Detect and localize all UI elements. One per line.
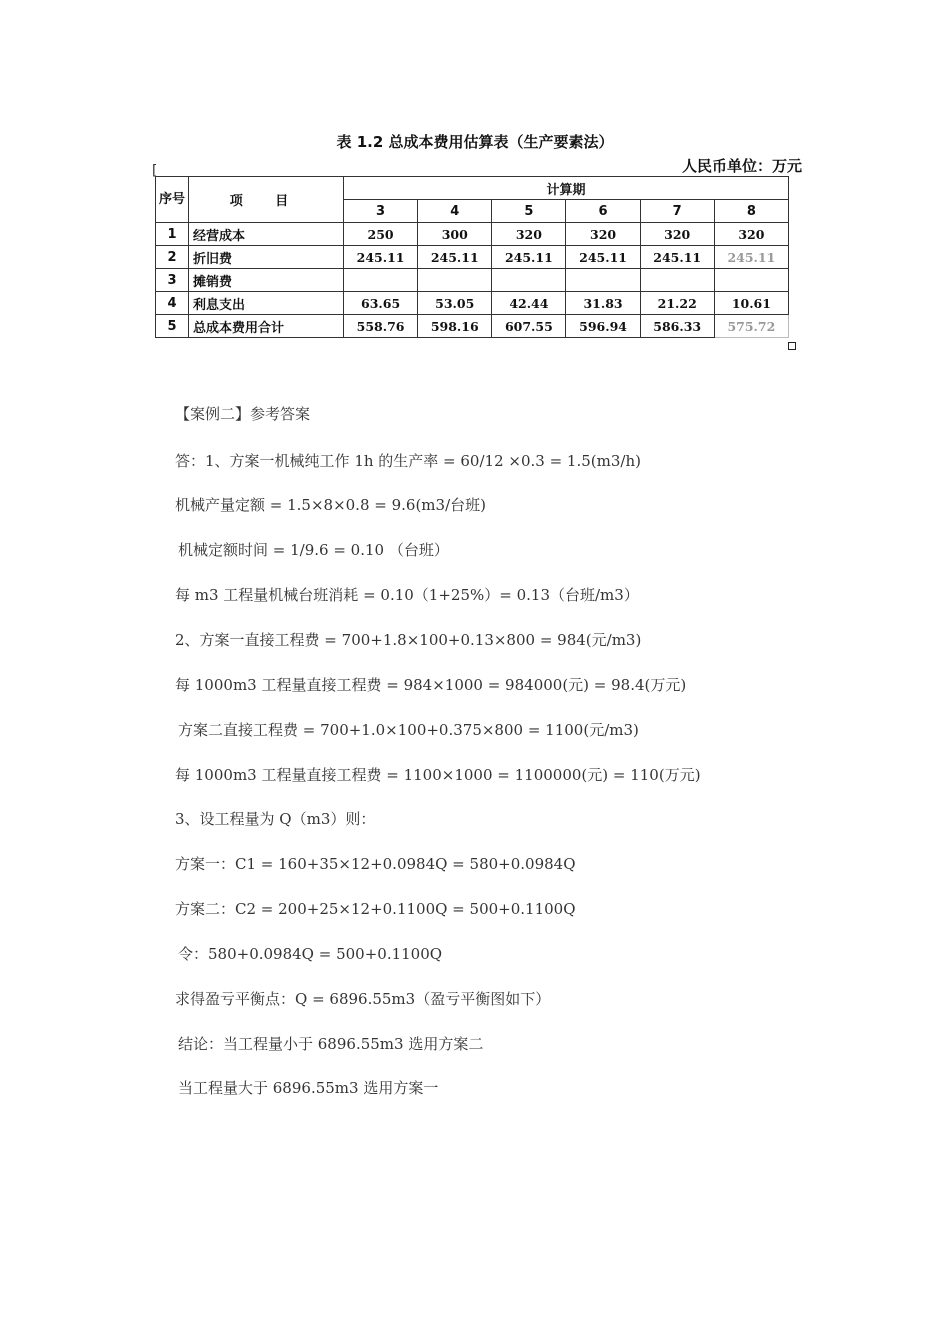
value-cell: 320 <box>566 223 640 246</box>
cost-estimate-table <box>155 176 789 338</box>
value-cell: 21.22 <box>640 292 714 315</box>
answer-line: 3、设工程量为 Q（m3）则： <box>175 810 376 828</box>
answer-line: 每 m3 工程量机械台班消耗 = 0.10（1+25%）= 0.13（台班/m3） <box>175 586 639 604</box>
value-cell: 598.16 <box>418 315 492 338</box>
value-cell: 320 <box>492 223 566 246</box>
value-cell: 31.83 <box>566 292 640 315</box>
value-cell: 245.11 <box>344 246 418 269</box>
row-name: 摊销费 <box>189 269 344 292</box>
value-cell: 250 <box>344 223 418 246</box>
row-name: 折旧费 <box>189 246 344 269</box>
row-number: 3 <box>156 269 189 292</box>
answer-line: 机械定额时间 = 1/9.6 = 0.10 （台班） <box>178 541 449 559</box>
value-cell: 53.05 <box>418 292 492 315</box>
row-number: 4 <box>156 292 189 315</box>
answer-line: 令：580+0.0984Q = 500+0.1100Q <box>178 945 443 963</box>
value-cell <box>418 269 492 292</box>
table-row <box>156 292 789 315</box>
answer-line: 每 1000m3 工程量直接工程费 = 1100×1000 = 1100000(元) = 110(万元) <box>175 766 701 784</box>
answer-line: 每 1000m3 工程量直接工程费 = 984×1000 = 984000(元) = 98.4(万元) <box>175 676 687 694</box>
period-cell: 6 <box>566 200 640 223</box>
value-cell: 245.11 <box>418 246 492 269</box>
answer-line: 结论：当工程量小于 6896.55m3 选用方案二 <box>178 1035 484 1053</box>
row-number: 5 <box>156 315 189 338</box>
value-cell <box>344 269 418 292</box>
answer-line: 方案二直接工程费 = 700+1.0×100+0.375×800 = 1100(元/m3) <box>178 721 639 739</box>
table-header-row <box>156 177 789 200</box>
row-number: 1 <box>156 223 189 246</box>
value-cell: 607.55 <box>492 315 566 338</box>
header-period: 计算期 <box>344 177 789 200</box>
resize-handle-icon <box>788 342 796 350</box>
table-row <box>156 269 789 292</box>
value-cell: 596.94 <box>566 315 640 338</box>
value-cell <box>566 269 640 292</box>
answer-line: 方案二：C2 = 200+25×12+0.1100Q = 500+0.1100Q <box>175 900 576 918</box>
period-cell: 4 <box>418 200 492 223</box>
value-cell: 320 <box>640 223 714 246</box>
answer-line: 当工程量大于 6896.55m3 选用方案一 <box>178 1079 439 1097</box>
answer-heading: 【案例二】参考答案 <box>175 405 311 423</box>
period-cell: 3 <box>344 200 418 223</box>
answer-line: 2、方案一直接工程费 = 700+1.8×100+0.13×800 = 984(元/m3) <box>175 631 642 649</box>
value-cell: 558.76 <box>344 315 418 338</box>
table-row <box>156 315 789 338</box>
value-cell: 245.11 <box>492 246 566 269</box>
value-cell: 10.61 <box>714 292 788 315</box>
table-title: 表 1.2 总成本费用估算表（生产要素法） <box>336 133 614 151</box>
anchor-mark: [ <box>150 163 159 179</box>
value-cell: 245.11 <box>640 246 714 269</box>
answer-line: 机械产量定额 = 1.5×8×0.8 = 9.6(m3/台班) <box>175 496 486 514</box>
value-cell: 586.33 <box>640 315 714 338</box>
answer-line: 答：1、方案一机械纯工作 1h 的生产率 = 60/12 ×0.3 = 1.5(m3/h) <box>175 452 641 470</box>
value-cell: 63.65 <box>344 292 418 315</box>
answer-line: 求得盈亏平衡点：Q = 6896.55m3（盈亏平衡图如下） <box>175 990 551 1008</box>
value-cell <box>640 269 714 292</box>
table-row <box>156 223 789 246</box>
currency-unit: 人民币单位：万元 <box>681 157 802 175</box>
value-cell <box>492 269 566 292</box>
header-seq: 序号 <box>156 177 189 223</box>
value-cell: 245.11 <box>714 246 788 269</box>
value-cell <box>714 269 788 292</box>
value-cell: 300 <box>418 223 492 246</box>
value-cell: 42.44 <box>492 292 566 315</box>
period-cell: 5 <box>492 200 566 223</box>
row-name: 总成本费用合计 <box>189 315 344 338</box>
period-cell: 7 <box>640 200 714 223</box>
header-item: 项 目 <box>189 177 344 223</box>
value-cell: 575.72 <box>714 315 788 338</box>
value-cell: 320 <box>714 223 788 246</box>
value-cell: 245.11 <box>566 246 640 269</box>
answer-line: 方案一：C1 = 160+35×12+0.0984Q = 580+0.0984Q <box>175 855 576 873</box>
table-row <box>156 246 789 269</box>
row-name: 利息支出 <box>189 292 344 315</box>
row-number: 2 <box>156 246 189 269</box>
period-cell: 8 <box>714 200 788 223</box>
row-name: 经营成本 <box>189 223 344 246</box>
